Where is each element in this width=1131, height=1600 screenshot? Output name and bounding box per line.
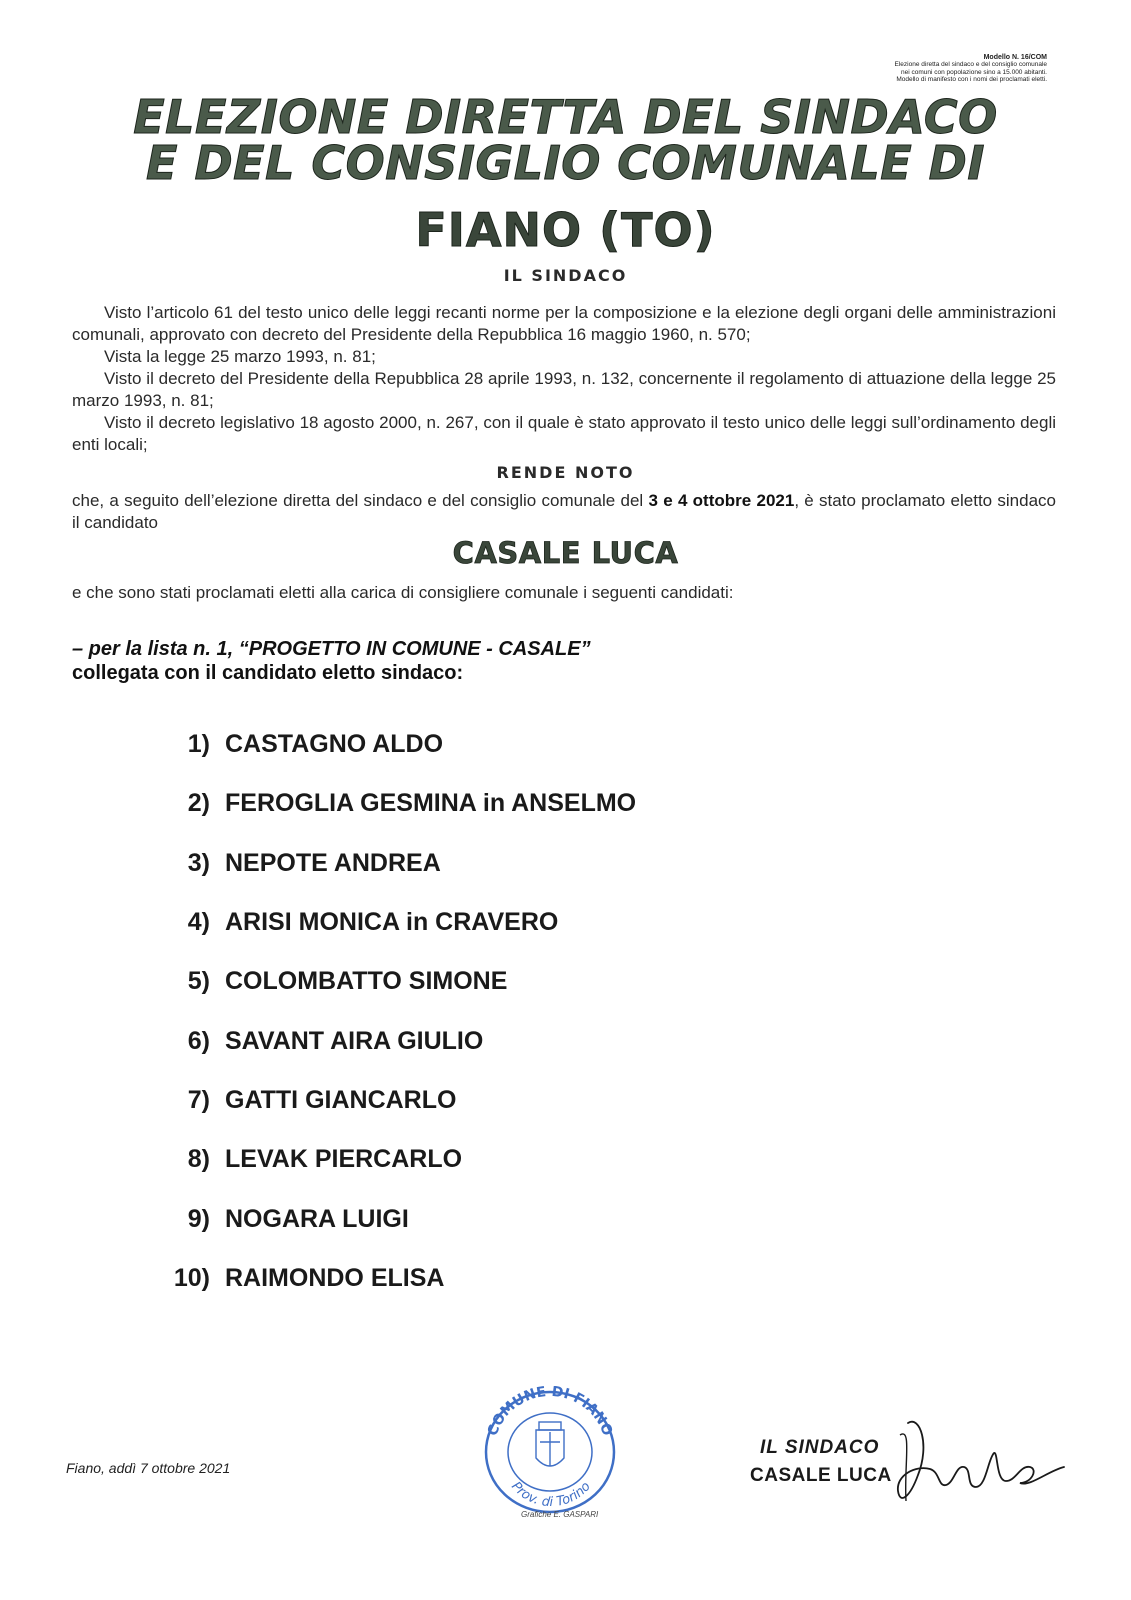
premise-paragraph: Visto il decreto legislativo 18 agosto 2000, n. 267, con il quale è stato approvato il testo unico delle leggi sull’ordinamento degli enti locali; (72, 413, 1056, 454)
candidate-number: 9) (187, 1204, 210, 1233)
election-dates: 3 e 4 ottobre 2021 (648, 491, 795, 510)
candidate-item (160, 1130, 636, 1189)
candidate-number: 7) (187, 1085, 210, 1114)
candidate-number: 10) (173, 1263, 210, 1292)
title-line-2: E DEL CONSIGLIO COMUNALE DI (146, 136, 985, 190)
candidate-item (160, 952, 636, 1011)
candidate-number: 5) (187, 967, 210, 996)
candidate-number: 2) (187, 789, 210, 818)
premise-paragraph: Visto il decreto del Presidente della Repubblica 28 aprile 1993, n. 132, concernente il regolamento di attuazione della legge 25 marzo 1993, n. 81; (72, 369, 1056, 410)
comune-name: FIANO (TO) (415, 203, 716, 257)
candidate-number: 6) (187, 1026, 210, 1055)
handwritten-signature (860, 1405, 1070, 1515)
mayor-name: CASALE LUCA (452, 536, 679, 570)
candidate-item (160, 1011, 636, 1070)
list-name: “PROGETTO IN COMUNE - CASALE” (238, 638, 591, 660)
model-line: nei comuni con popolazione sino a 15.000 abitanti. (901, 68, 1047, 76)
model-code: Modello N. 16/COM (983, 54, 1047, 61)
printer-credit: Grafiche E. GASPARI (521, 1510, 599, 1519)
candidate-number: 1) (187, 730, 210, 759)
candidate-item (160, 834, 636, 893)
candidate-name: CASTAGNO ALDO (225, 730, 444, 759)
candidate-number: 8) (187, 1145, 210, 1174)
candidate-name: ARISI MONICA in CRAVERO (225, 908, 559, 937)
candidate-name: NOGARA LUIGI (225, 1204, 409, 1233)
candidate-name: COLOMBATTO SIMONE (225, 967, 508, 996)
coat-of-arms-icon (536, 1422, 564, 1466)
rende-noto-heading: RENDE NOTO (496, 463, 635, 482)
list-title (72, 637, 591, 661)
candidate-item (160, 715, 636, 774)
list-prefix: – per la lista n. 1, (72, 638, 239, 660)
model-line: Elezione diretta del sindaco e del consiglio comunale (894, 61, 1047, 69)
premise-paragraph: Vista la legge 25 marzo 1993, n. 81; (104, 347, 376, 366)
candidate-item (160, 1071, 636, 1130)
candidate-number: 4) (187, 908, 210, 937)
premise-paragraph: Visto l’articolo 61 del testo unico delle leggi recanti norme per la composizione e la elezione degli organi delle amministrazioni comunali, approvato con decreto del Presidente della Repubblica 16 maggio 1960, n. 570; (72, 303, 1056, 344)
candidate-number: 3) (187, 848, 210, 877)
list-subtitle: collegata con il candidato eletto sindaco: (72, 662, 464, 684)
candidate-list (160, 715, 636, 1308)
title-line-1: ELEZIONE DIRETTA DEL SINDACO (133, 90, 998, 144)
candidate-name: RAIMONDO ELISA (225, 1263, 445, 1292)
candidate-item (160, 893, 636, 952)
stamp-text-top: COMUNE DI FIANO (484, 1386, 616, 1439)
model-line: Modello di manifesto con i nomi dei proclamati eletti. (896, 76, 1047, 84)
signature-role: IL SINDACO (760, 1437, 880, 1458)
proclamation-before: che, a seguito dell’elezione diretta del sindaco e del consiglio comunale del (72, 491, 649, 510)
candidate-item (160, 1249, 636, 1308)
model-reference (817, 54, 1047, 84)
premises (72, 302, 1056, 456)
proclamation-text (72, 490, 1056, 534)
candidate-item (160, 774, 636, 833)
candidate-name: NEPOTE ANDREA (225, 848, 441, 877)
candidate-name: LEVAK PIERCARLO (225, 1145, 463, 1174)
elected-intro: e che sono stati proclamati eletti alla carica di consigliere comunale i seguenti candidati: (72, 583, 734, 602)
candidate-name: SAVANT AIRA GIULIO (225, 1026, 484, 1055)
signature-name: CASALE LUCA (750, 1465, 892, 1486)
il-sindaco-heading: IL SINDACO (503, 266, 628, 285)
candidate-name: FEROGLIA GESMINA in ANSELMO (225, 789, 637, 818)
stamp-text-bottom: Prov. di Torino (508, 1479, 594, 1511)
proclamation-after: , è stato proclamato eletto sindaco il candidato (72, 491, 1056, 532)
municipal-stamp (476, 1386, 624, 1516)
date-place: Fiano, addì 7 ottobre 2021 (66, 1460, 231, 1476)
candidate-item (160, 1189, 636, 1248)
candidate-name: GATTI GIANCARLO (225, 1085, 457, 1114)
